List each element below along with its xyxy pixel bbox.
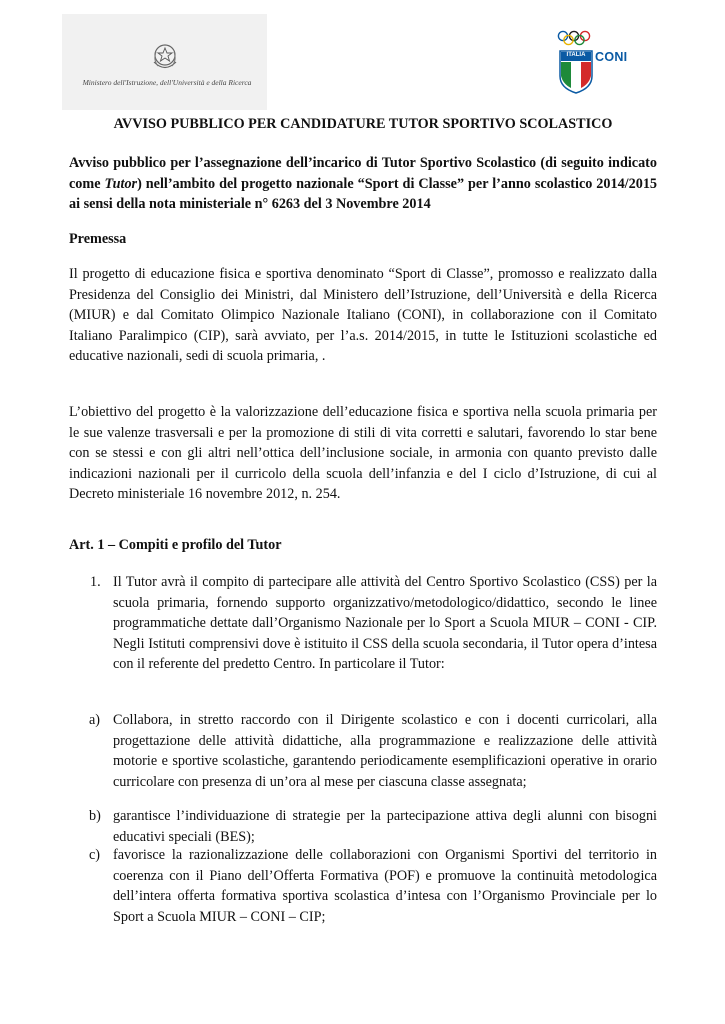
art1-item-b: garantisce l’individuazione di strategie per la partecipazione attiva degli alunni con bisogni educativi speciali (BES); <box>113 808 657 845</box>
italian-emblem-icon <box>150 40 180 74</box>
notice-subtitle <box>69 153 657 215</box>
art1-item-a: Collabora, in stretto raccordo con il Dirigente scolastico e con i docenti curricolari, alla progettazione delle attività didattiche, alla programmazione e realizzazione delle attività motorie e sportive scolastiche, garantendo periodicamente esemplificazioni operative in orario curricolare con presenza di un’ora al mese per ciascuna classe assegnata; <box>113 712 657 790</box>
art1-item-1: Il Tutor avrà il compito di partecipare alle attività del Centro Sportivo Scolastico (CSS) per la scuola primaria, fornendo supporto organizzativo/metodologico/didattico, secondo le linee programmatiche dettate dall’Organismo Nazionale per lo Sport a Scuola MIUR – CONI - CIP. Negli Istituti comprensivi dove è istituito il CSS della scuola secondaria, il Tutor opera d’intesa con il referente del predetto Centro. In particolare il Tutor: <box>113 574 657 673</box>
coni-logo <box>553 30 628 94</box>
list-item-label: b) <box>89 808 101 824</box>
subtitle-tutor: Tutor <box>104 175 138 192</box>
list-item-label: 1. <box>90 574 101 590</box>
art1-item-c: favorisce la razionalizzazione delle collaborazioni con Organismi Sportivi del territorio in coerenza con il Piano dell’Offerta Formativa (POF) e promuove la continuità metodologica dell’intera offerta formativa sportiva scolastica d’intesa con l’Organismo Provinciale per lo Sport a Scuola MIUR – CONI – CIP; <box>113 847 657 925</box>
subtitle-part2: ) nell’ambito del progetto nazionale “Sport di Classe” per l’anno scolastico 2014/2015 ai sensi della nota ministeriale n° 6263 del 3 Novembre 2014 <box>69 175 658 213</box>
ministry-logo-block <box>62 14 267 110</box>
list-item-label: a) <box>89 712 101 728</box>
premessa-paragraph-2: L’obiettivo del progetto è la valorizzazione dell’educazione fisica e sportiva nella scuola primaria per le sue valenze trasversali e per la promozione di stili di vita corretti e salutari, favorendo lo star bene con se stessi e con gli altri nell’ottica dell’inclusione sociale, in armonia con quanto previsto dalle indicazioni nazionali per il curricolo della scuola dell’infanzia e del I ciclo d’Istruzione, di cui al Decreto ministeriale 16 novembre 2012, n. 254. <box>69 404 657 503</box>
olympic-rings-icon <box>557 30 593 46</box>
italia-label: ITALIA <box>566 52 586 58</box>
premessa-heading: Premessa <box>69 231 127 247</box>
coni-wordmark: CONI <box>595 50 628 64</box>
art1-heading: Art. 1 – Compiti e profilo del Tutor <box>69 537 282 553</box>
list-item-label: c) <box>89 847 101 863</box>
page-title: AVVISO PUBBLICO PER CANDIDATURE TUTOR SPORTIVO SCOLASTICO <box>113 116 613 132</box>
ministry-name: Ministero dell'Istruzione, dell'Università e della Ricerca <box>82 78 252 87</box>
subtitle-part1: Avviso pubblico per l’assegnazione dell’incarico di Tutor Sportivo Scolastico (di seguito indicato come <box>69 155 657 192</box>
premessa-paragraph-1: Il progetto di educazione fisica e sportiva denominato “Sport di Classe”, promosso e realizzato dalla Presidenza del Consiglio dei Ministri, dal Ministero dell’Istruzione, dell’Università e della Ricerca (MIUR) e dal Comitato Olimpico Nazionale Italiano (CONI), in collaborazione con il Comitato Italiano Paralimpico (CIP), sarà avviato, per l’a.s. 2014/2015, in tutte le Istituzioni scolastiche ed educative nazionali, sedi di scuola primaria, . <box>69 266 657 365</box>
